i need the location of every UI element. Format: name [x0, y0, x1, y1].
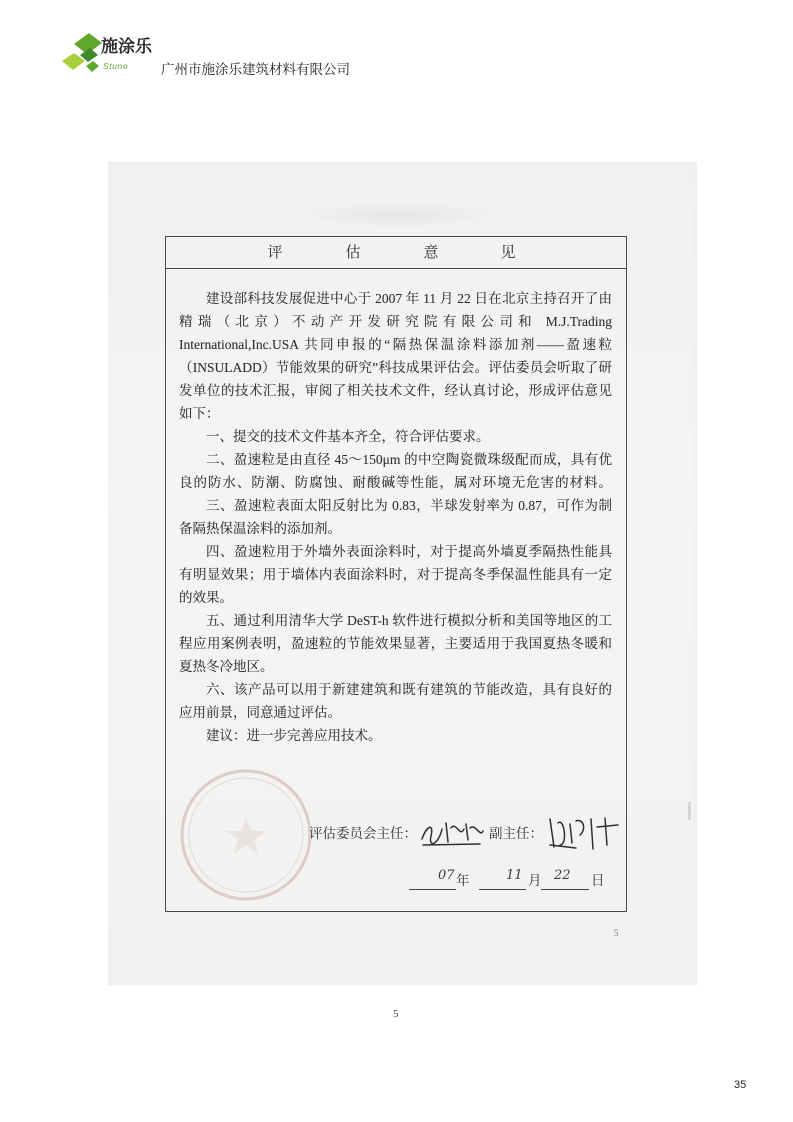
chair-signature-icon	[419, 817, 485, 849]
date-month-label: 月	[528, 873, 542, 888]
date-day-underline	[541, 889, 589, 890]
brand-logo-icon	[60, 30, 104, 76]
body-line: 的效果。	[179, 590, 233, 605]
body-line: 良的防水、防潮、防腐蚀、耐酸碱等性能，属对环境无危害的材料。	[179, 475, 612, 490]
body-line: 六、该产品可以用于新建建筑和既有建筑的节能改造，具有良好的	[206, 682, 612, 697]
box-title-char: 估	[345, 245, 361, 261]
date-year-underline	[409, 889, 456, 890]
body-line: 精瑞（北京）不动产开发研究院有限公司和 M.J.Trading	[179, 314, 612, 329]
body-line: 建议：进一步完善应用技术。	[206, 728, 382, 743]
scan-artifact	[298, 202, 498, 228]
body-line: 建设部科技发展促进中心于 2007 年 11 月 22 日在北京主持召开了由	[206, 291, 612, 306]
body-line: 四、盈速粒用于外墙外表面涂料时，对于提高外墙夏季隔热性能具	[206, 544, 612, 559]
vice-chair-signature-icon	[546, 814, 622, 852]
body-line: 二、盈速粒是由直径 45～150μm 的中空陶瓷微珠级配而成，具有优	[206, 452, 612, 467]
official-seal-icon	[176, 765, 316, 905]
body-line: 三、盈速粒表面太阳反射比为 0.83，半球发射率为 0.87，可作为制	[206, 498, 612, 513]
date-year-label: 年	[456, 873, 470, 888]
body-line: 如下：	[179, 406, 220, 421]
body-line: 一、提交的技术文件基本齐全，符合评估要求。	[206, 429, 490, 444]
body-line: 夏热冬冷地区。	[179, 659, 274, 674]
body-line: （INSULADD）节能效果的研究”科技成果评估会。评估委员会听取了研	[179, 360, 612, 375]
body-line: 有明显效果；用于墙体内表面涂料时，对于提高冬季保温性能具有一定	[179, 567, 612, 582]
date-month-underline	[479, 889, 526, 890]
body-line: 备隔热保温涂料的添加剂。	[179, 521, 341, 536]
date-month: 11	[506, 868, 523, 883]
brand-subname: Stuno	[103, 61, 129, 71]
body-line: International,Inc.USA 共同申报的“隔热保温涂料添加剂——盈速粒	[179, 337, 612, 352]
vice-chair-label: 副主任：	[489, 826, 543, 841]
assessment-body	[179, 287, 612, 747]
caption-page-number: 5	[393, 1008, 399, 1020]
company-name: 广州市施涂乐建筑材料有限公司	[161, 62, 350, 78]
chair-label: 评估委员会主任：	[309, 826, 417, 841]
date-day-label: 日	[591, 873, 605, 888]
date-year: 07	[438, 868, 455, 883]
title-divider	[166, 268, 626, 269]
scanned-document	[108, 162, 697, 985]
box-title-char: 评	[267, 245, 283, 261]
scan-artifact	[688, 802, 691, 820]
brand-name: 施涂乐	[101, 37, 152, 57]
body-line: 发单位的技术汇报，审阅了相关技术文件，经认真讨论，形成评估意见	[179, 383, 612, 398]
scan-page-number: 5	[614, 928, 619, 938]
page-number: 35	[734, 1079, 747, 1091]
body-line: 应用前景，同意通过评估。	[179, 705, 341, 720]
body-line: 程应用案例表明，盈速粒的节能效果显著，主要适用于我国夏热冬暖和	[179, 636, 612, 651]
date-day: 22	[554, 868, 571, 883]
assessment-box	[165, 236, 627, 912]
box-title-char: 见	[500, 245, 516, 261]
box-title-char: 意	[423, 245, 439, 261]
body-line: 五、通过利用清华大学 DeST-h 软件进行模拟分析和美国等地区的工	[206, 613, 612, 628]
